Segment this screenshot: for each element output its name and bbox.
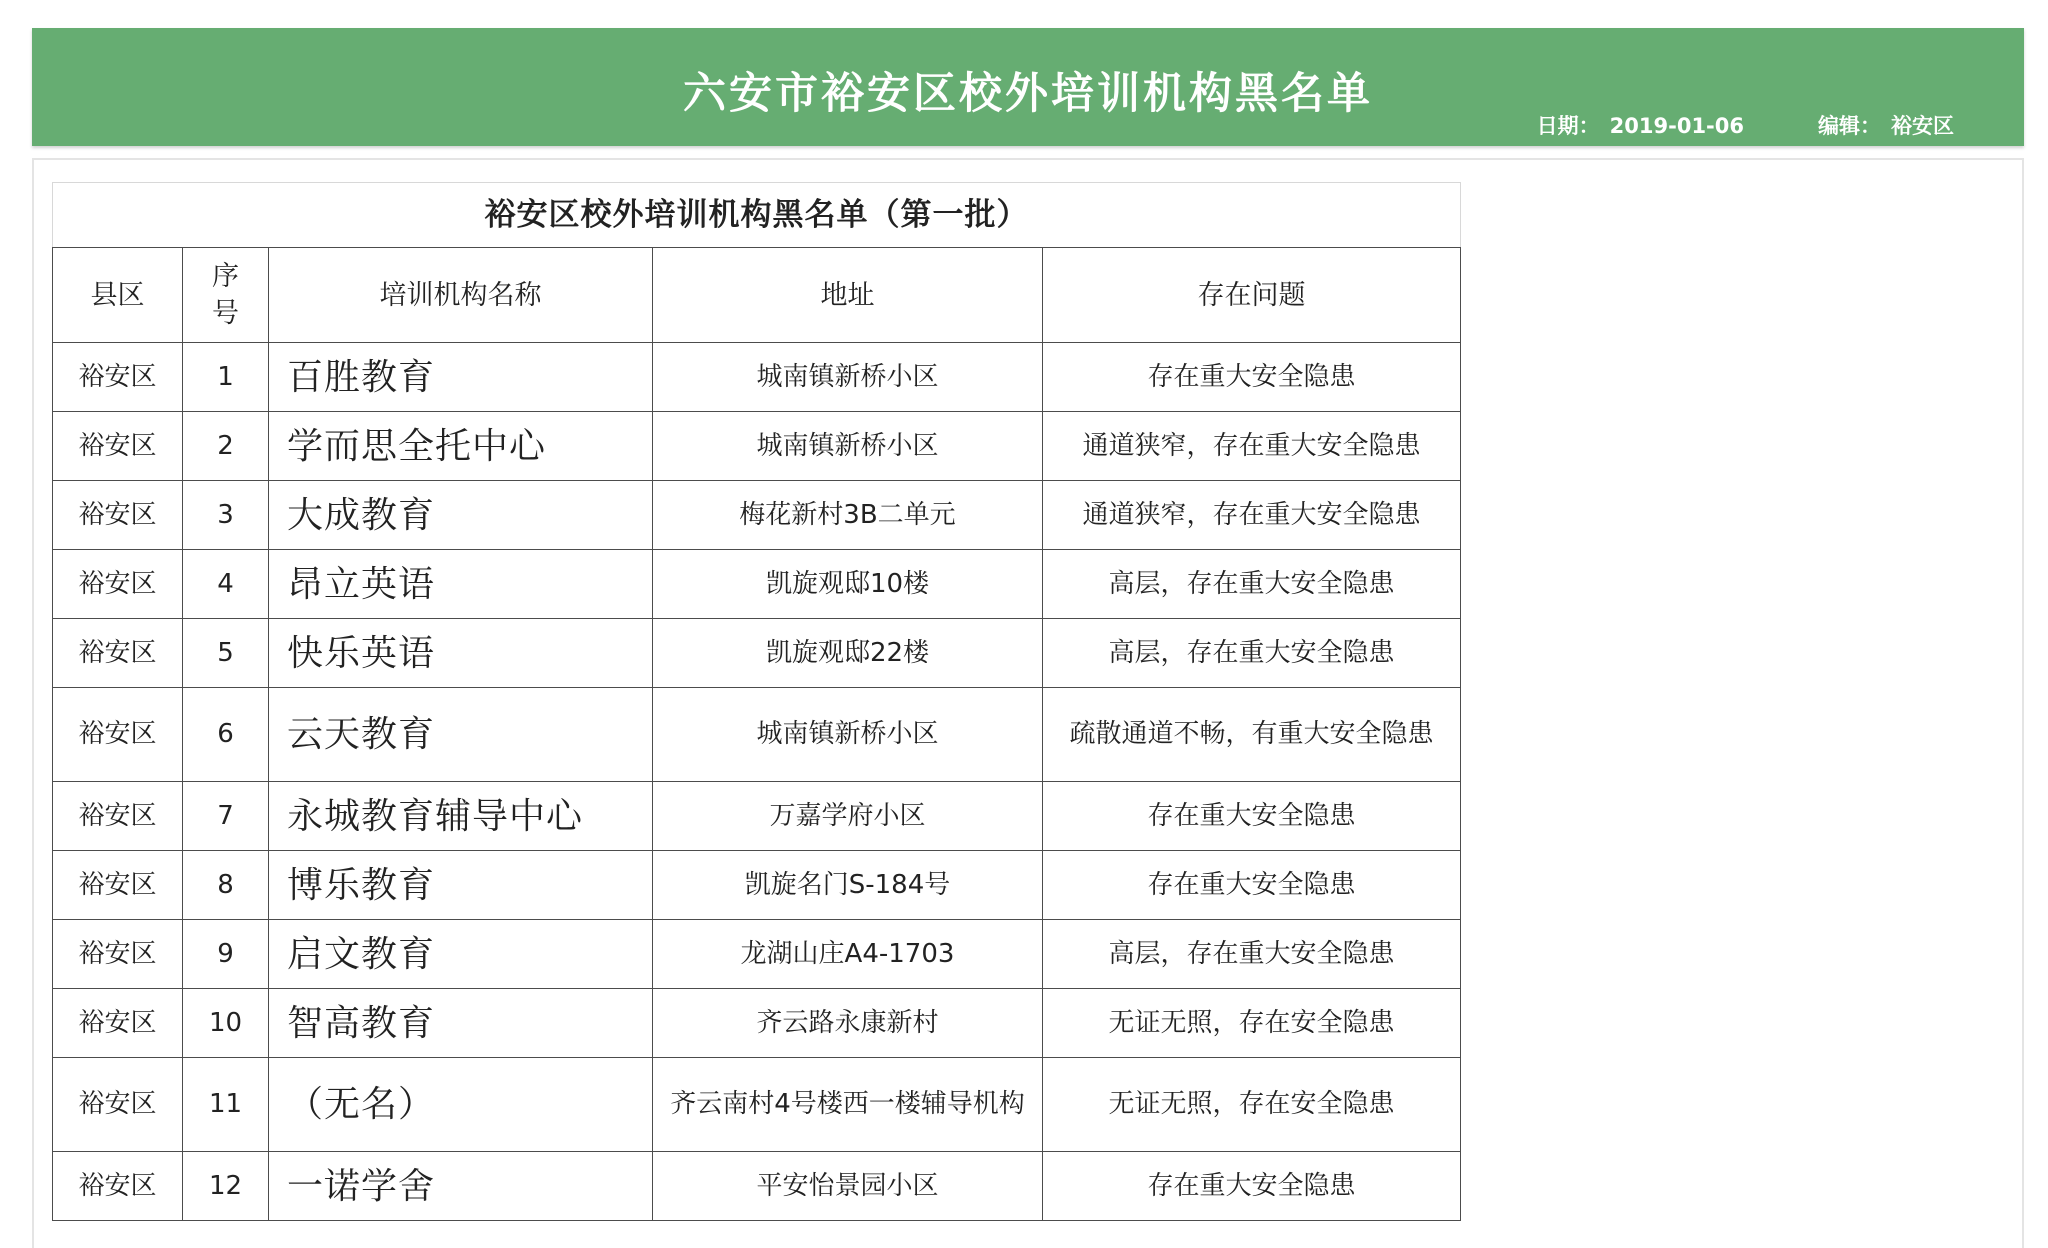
table-row: [53, 412, 1461, 481]
issue-cell: 高层，存在重大安全隐患: [1043, 920, 1461, 989]
institution-name-cell: 永城教育辅导中心: [269, 782, 653, 851]
table-row: [53, 619, 1461, 688]
table-row: [53, 989, 1461, 1058]
blacklist-table: [52, 182, 1461, 1221]
column-header-no: 序号: [183, 248, 269, 343]
county-cell: 裕安区: [53, 851, 183, 920]
institution-name-cell: 智高教育: [269, 989, 653, 1058]
table-row: [53, 782, 1461, 851]
issue-cell: 存在重大安全隐患: [1043, 343, 1461, 412]
number-cell: 2: [183, 412, 269, 481]
institution-name-cell: 一诺学舍: [269, 1152, 653, 1221]
issue-cell: 高层，存在重大安全隐患: [1043, 550, 1461, 619]
number-cell: 8: [183, 851, 269, 920]
issue-cell: 疏散通道不畅，有重大安全隐患: [1043, 688, 1461, 782]
institution-name-cell: 大成教育: [269, 481, 653, 550]
table-row: [53, 481, 1461, 550]
issue-cell: 高层，存在重大安全隐患: [1043, 619, 1461, 688]
county-cell: 裕安区: [53, 412, 183, 481]
issue-cell: 存在重大安全隐患: [1043, 1152, 1461, 1221]
column-header-address: 地址: [653, 248, 1043, 343]
county-cell: 裕安区: [53, 1152, 183, 1221]
issue-cell: 无证无照，存在安全隐患: [1043, 1058, 1461, 1152]
county-cell: 裕安区: [53, 481, 183, 550]
page-title: 六安市裕安区校外培训机构黑名单: [683, 69, 1373, 119]
issue-cell: 通道狭窄，存在重大安全隐患: [1043, 412, 1461, 481]
address-cell: 城南镇新桥小区: [653, 688, 1043, 782]
table-row: [53, 851, 1461, 920]
column-header-issue: 存在问题: [1043, 248, 1461, 343]
address-cell: 凯旋名门S-184号: [653, 851, 1043, 920]
county-cell: 裕安区: [53, 343, 183, 412]
number-cell: 9: [183, 920, 269, 989]
header-bar: [32, 28, 2024, 146]
table-row: [53, 550, 1461, 619]
number-cell: 7: [183, 782, 269, 851]
institution-name-cell: （无名）: [269, 1058, 653, 1152]
institution-name-cell: 学而思全托中心: [269, 412, 653, 481]
number-cell: 5: [183, 619, 269, 688]
county-cell: 裕安区: [53, 920, 183, 989]
institution-name-cell: 百胜教育: [269, 343, 653, 412]
issue-cell: 通道狭窄，存在重大安全隐患: [1043, 481, 1461, 550]
column-header-name: 培训机构名称: [269, 248, 653, 343]
county-cell: 裕安区: [53, 1058, 183, 1152]
issue-cell: 无证无照，存在安全隐患: [1043, 989, 1461, 1058]
address-cell: 齐云南村4号楼西一楼辅导机构: [653, 1058, 1043, 1152]
table-row: [53, 920, 1461, 989]
county-cell: 裕安区: [53, 688, 183, 782]
number-cell: 12: [183, 1152, 269, 1221]
number-cell: 4: [183, 550, 269, 619]
county-cell: 裕安区: [53, 989, 183, 1058]
institution-name-cell: 博乐教育: [269, 851, 653, 920]
date-label: 日期：: [1536, 114, 1600, 138]
header-meta: [1537, 112, 1954, 140]
county-cell: 裕安区: [53, 550, 183, 619]
county-cell: 裕安区: [53, 619, 183, 688]
number-cell: 3: [183, 481, 269, 550]
number-cell: 1: [183, 343, 269, 412]
address-cell: 齐云路永康新村: [653, 989, 1043, 1058]
table-header-row: [53, 248, 1461, 343]
table-row: [53, 688, 1461, 782]
address-cell: 平安怡景园小区: [653, 1152, 1043, 1221]
institution-name-cell: 昂立英语: [269, 550, 653, 619]
table-row: [53, 1058, 1461, 1152]
table-row: [53, 343, 1461, 412]
editor-value: 裕安区: [1891, 114, 1954, 138]
address-cell: 凯旋观邸10楼: [653, 550, 1043, 619]
editor-label: 编辑：: [1818, 114, 1881, 138]
address-cell: 梅花新村3B二单元: [653, 481, 1043, 550]
county-cell: 裕安区: [53, 782, 183, 851]
number-cell: 11: [183, 1058, 269, 1152]
date-value: 2019-01-06: [1609, 114, 1744, 138]
table-row: [53, 1152, 1461, 1221]
address-cell: 凯旋观邸22楼: [653, 619, 1043, 688]
institution-name-cell: 快乐英语: [269, 619, 653, 688]
number-cell: 10: [183, 989, 269, 1058]
issue-cell: 存在重大安全隐患: [1043, 782, 1461, 851]
institution-name-cell: 启文教育: [269, 920, 653, 989]
column-header-county: 县区: [53, 248, 183, 343]
address-cell: 龙湖山庄A4-1703: [653, 920, 1043, 989]
issue-cell: 存在重大安全隐患: [1043, 851, 1461, 920]
address-cell: 城南镇新桥小区: [653, 412, 1043, 481]
address-cell: 城南镇新桥小区: [653, 343, 1043, 412]
table-body: [53, 343, 1461, 1221]
number-cell: 6: [183, 688, 269, 782]
address-cell: 万嘉学府小区: [653, 782, 1043, 851]
institution-name-cell: 云天教育: [269, 688, 653, 782]
table-caption: 裕安区校外培训机构黑名单（第一批）: [53, 183, 1461, 248]
content-panel: [32, 158, 2024, 1248]
